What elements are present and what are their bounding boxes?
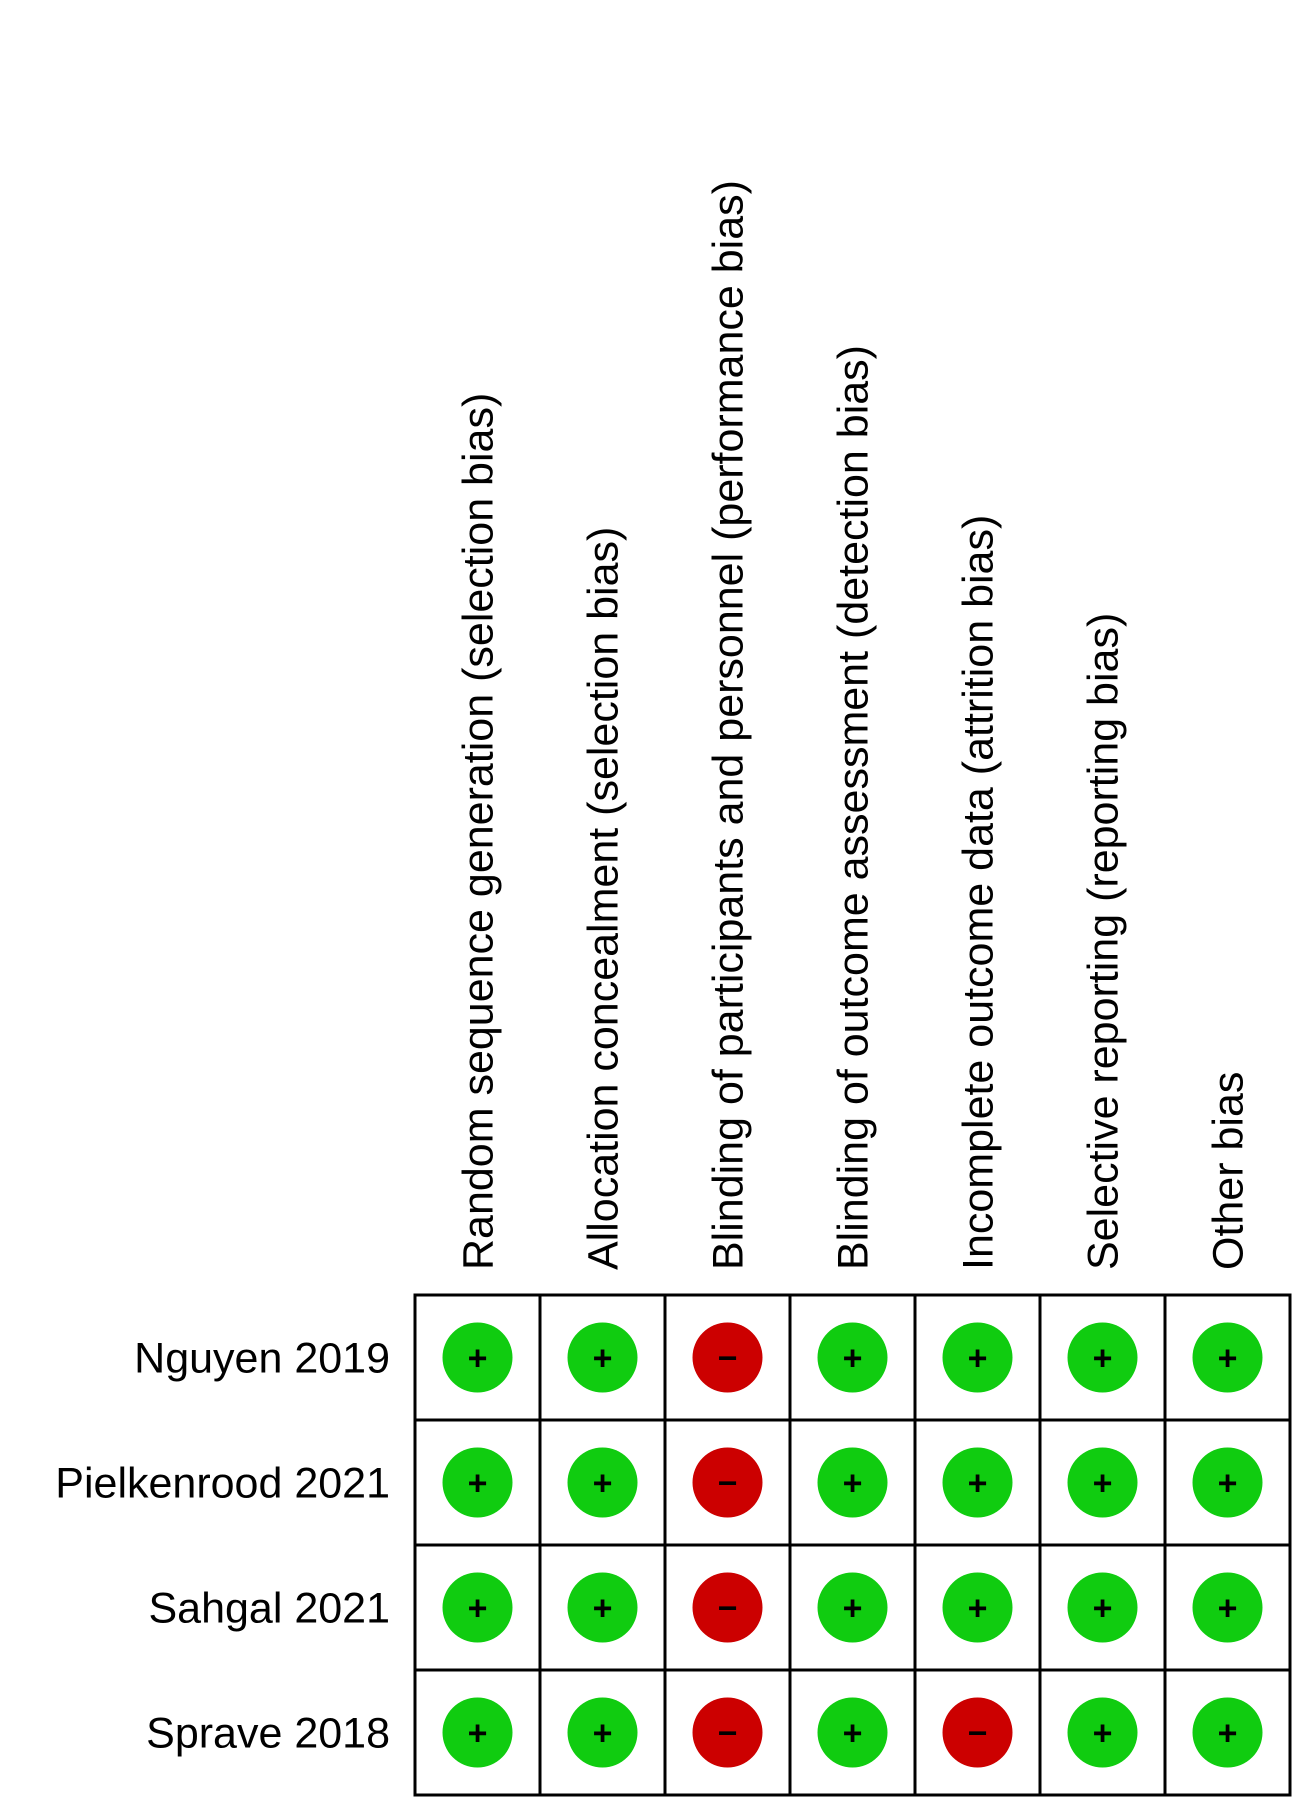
plus-icon: + <box>842 1339 863 1378</box>
plus-icon: + <box>592 1714 613 1753</box>
plus-icon: + <box>1217 1464 1238 1503</box>
domain-label: Blinding of outcome assessment (detection bias) <box>829 345 878 1270</box>
plus-icon: + <box>1092 1714 1113 1753</box>
plus-icon: + <box>842 1589 863 1628</box>
study-label: Sahgal 2021 <box>148 1584 390 1633</box>
plus-icon: + <box>842 1714 863 1753</box>
minus-icon: − <box>717 1464 738 1503</box>
plus-icon: + <box>1092 1339 1113 1378</box>
plus-icon: + <box>1217 1339 1238 1378</box>
minus-icon: − <box>717 1339 738 1378</box>
study-labels <box>55 1335 390 1758</box>
domain-labels <box>455 180 1253 1270</box>
plus-icon: + <box>1217 1714 1238 1753</box>
plus-icon: + <box>467 1714 488 1753</box>
plus-icon: + <box>467 1464 488 1503</box>
domain-label: Incomplete outcome data (attrition bias) <box>954 514 1003 1270</box>
minus-icon: − <box>967 1714 988 1753</box>
domain-label: Random sequence generation (selection bias) <box>454 392 503 1270</box>
domain-label: Allocation concealment (selection bias) <box>579 526 628 1270</box>
plus-icon: + <box>467 1589 488 1628</box>
plus-icon: + <box>967 1464 988 1503</box>
plus-icon: + <box>967 1589 988 1628</box>
domain-label: Blinding of participants and personnel (performance bias) <box>704 180 753 1270</box>
domain-label: Other bias <box>1204 1071 1253 1270</box>
plus-icon: + <box>1217 1589 1238 1628</box>
plus-icon: + <box>1092 1589 1113 1628</box>
domain-label: Selective reporting (reporting bias) <box>1079 612 1128 1270</box>
study-label: Nguyen 2019 <box>134 1334 390 1383</box>
plus-icon: + <box>967 1339 988 1378</box>
plus-icon: + <box>592 1464 613 1503</box>
plus-icon: + <box>1092 1464 1113 1503</box>
plus-icon: + <box>592 1589 613 1628</box>
minus-icon: − <box>717 1714 738 1753</box>
study-label: Sprave 2018 <box>146 1709 390 1758</box>
plus-icon: + <box>467 1339 488 1378</box>
plus-icon: + <box>842 1464 863 1503</box>
minus-icon: − <box>717 1589 738 1628</box>
study-label: Pielkenrood 2021 <box>55 1459 390 1508</box>
plus-icon: + <box>592 1339 613 1378</box>
